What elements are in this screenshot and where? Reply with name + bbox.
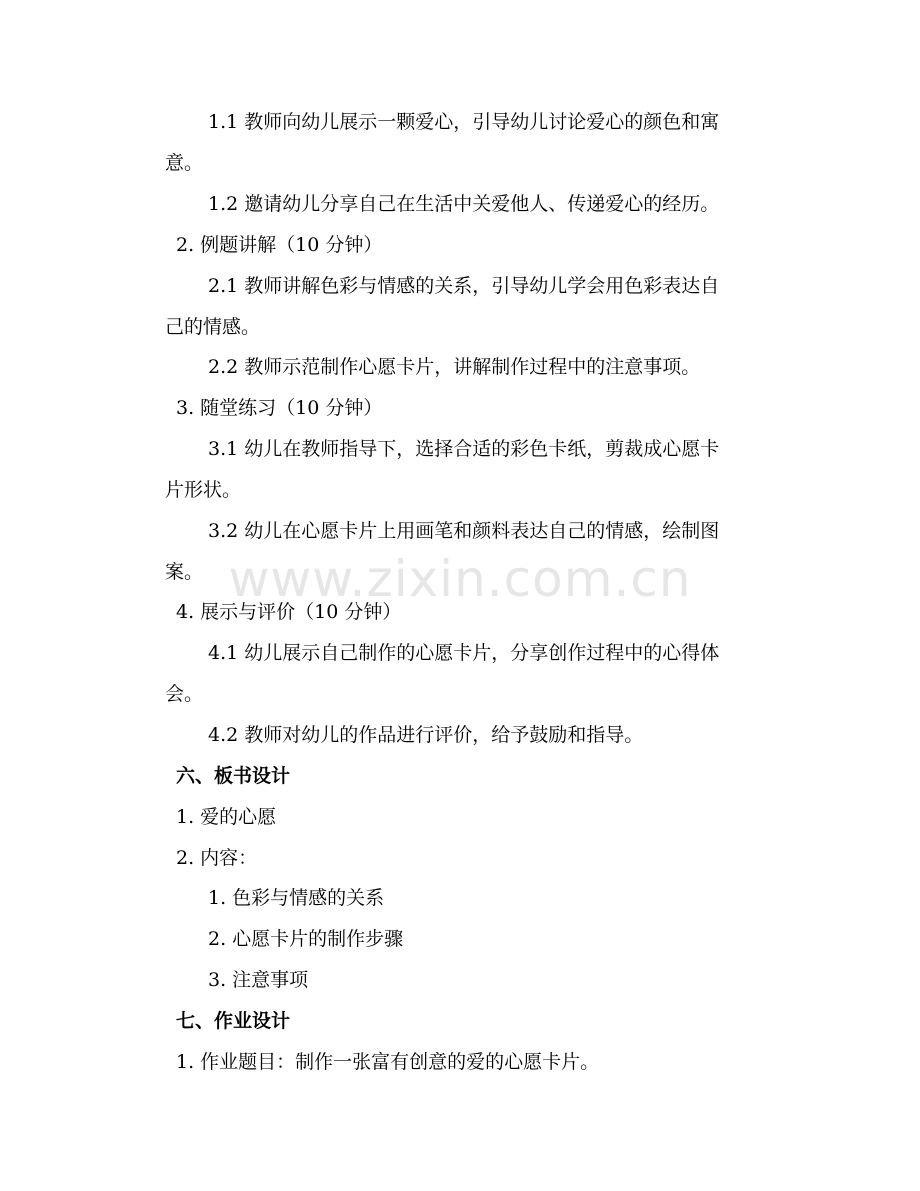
paragraph-3-2: 3.2 幼儿在心愿卡片上用画笔和颜料表达自己的情感，绘制图 xyxy=(208,520,720,542)
watermark-text: www.zixin.com.cn xyxy=(228,550,692,608)
board-subitem-3: 3. 注意事项 xyxy=(208,969,309,991)
paragraph-1-2: 1.2 邀请幼儿分享自己在生活中关爱他人、传递爱心的经历。 xyxy=(208,193,720,215)
section-heading-board-design: 六、板书设计 xyxy=(176,765,291,787)
homework-item-1: 1. 作业题目：制作一张富有创意的爱的心愿卡片。 xyxy=(176,1051,600,1073)
paragraph-4-1: 4.1 幼儿展示自己制作的心愿卡片，分享创作过程中的心得体 xyxy=(208,642,720,664)
paragraph-4-2: 4.2 教师对幼儿的作品进行评价，给予鼓励和指导。 xyxy=(208,724,644,746)
step-4-heading: 4. 展示与评价（10 分钟） xyxy=(176,601,402,623)
paragraph-1-1-continued: 意。 xyxy=(165,152,204,174)
paragraph-3-2-continued: 案。 xyxy=(165,561,204,583)
board-item-2: 2. 内容： xyxy=(176,847,258,869)
paragraph-1-1: 1.1 教师向幼儿展示一颗爱心，引导幼儿讨论爱心的颜色和寓 xyxy=(208,111,720,133)
section-heading-homework-design: 七、作业设计 xyxy=(176,1010,291,1032)
paragraph-2-1-continued: 己的情感。 xyxy=(165,316,261,338)
paragraph-2-2: 2.2 教师示范制作心愿卡片，讲解制作过程中的注意事项。 xyxy=(208,356,701,378)
board-subitem-2: 2. 心愿卡片的制作步骤 xyxy=(208,928,404,950)
step-3-heading: 3. 随堂练习（10 分钟） xyxy=(176,397,383,419)
paragraph-2-1: 2.1 教师讲解色彩与情感的关系，引导幼儿学会用色彩表达自 xyxy=(208,275,720,297)
board-subitem-1: 1. 色彩与情感的关系 xyxy=(208,887,385,909)
paragraph-3-1: 3.1 幼儿在教师指导下，选择合适的彩色卡纸，剪裁成心愿卡 xyxy=(208,438,720,460)
step-2-heading: 2. 例题讲解（10 分钟） xyxy=(176,234,383,256)
paragraph-3-1-continued: 片形状。 xyxy=(165,479,242,501)
paragraph-4-1-continued: 会。 xyxy=(165,683,204,705)
board-item-1: 1. 爱的心愿 xyxy=(176,806,277,828)
